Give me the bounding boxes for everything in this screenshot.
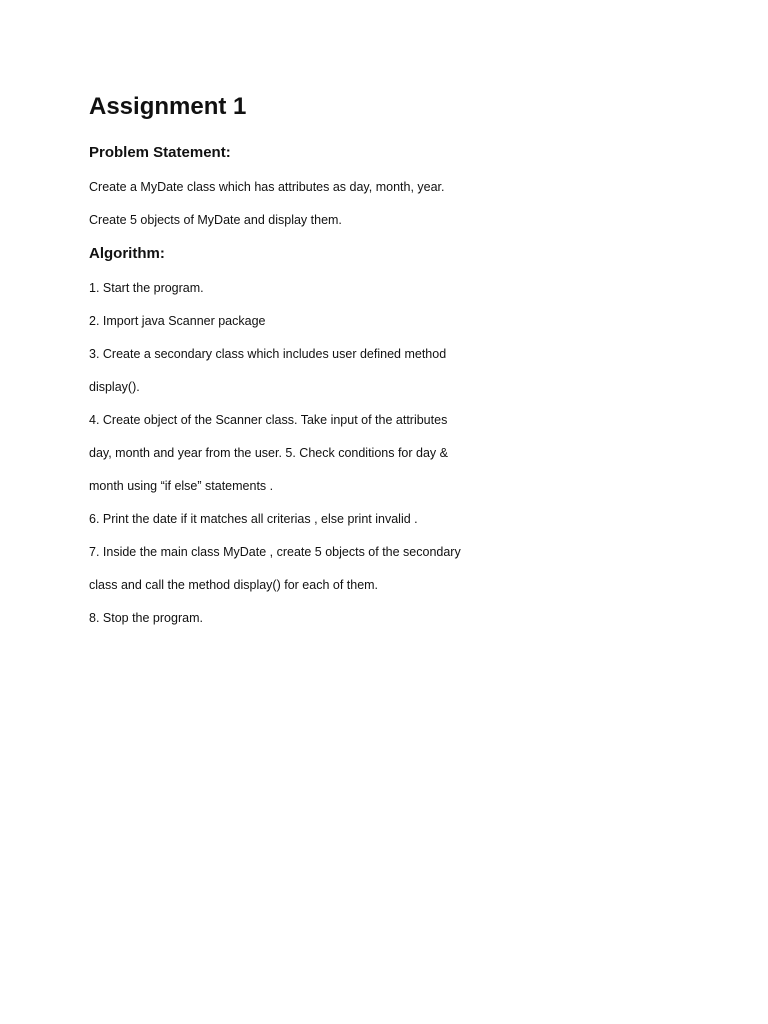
algorithm-line: 2. Import java Scanner package <box>89 314 266 328</box>
problem-statement-heading: Problem Statement: <box>89 144 231 161</box>
algorithm-line: display(). <box>89 380 140 394</box>
problem-statement-line: Create a MyDate class which has attributes as day, month, year. <box>89 180 445 194</box>
algorithm-line: 1. Start the program. <box>89 281 204 295</box>
algorithm-line: 7. Inside the main class MyDate , create 5 objects of the secondary <box>89 545 461 559</box>
algorithm-steps <box>89 280 689 627</box>
algorithm-line: day, month and year from the user. 5. Check conditions for day & <box>89 446 448 460</box>
algorithm-line: 6. Print the date if it matches all criterias , else print invalid . <box>89 512 418 526</box>
algorithm-heading: Algorithm: <box>89 245 165 262</box>
algorithm-line: 8. Stop the program. <box>89 611 203 625</box>
page-title: Assignment 1 <box>89 93 247 120</box>
algorithm-line: 4. Create object of the Scanner class. Take input of the attributes <box>89 413 448 427</box>
algorithm-line: month using “if else” statements . <box>89 479 274 493</box>
document-body <box>89 91 689 643</box>
problem-statement-line: Create 5 objects of MyDate and display them. <box>89 213 342 227</box>
algorithm-line: 3. Create a secondary class which includes user defined method <box>89 347 447 361</box>
algorithm-line: class and call the method display() for each of them. <box>89 578 379 592</box>
